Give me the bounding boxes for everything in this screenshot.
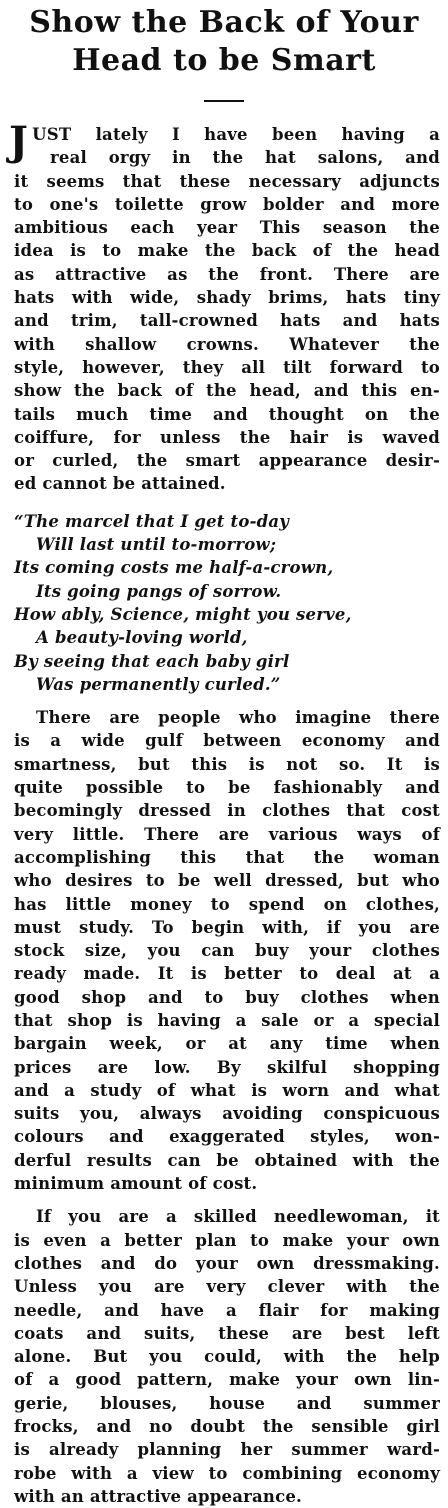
paragraph-1-line: show the back of the head, and this en- (14, 381, 440, 401)
paragraph-3-line: of a good pattern, make your own lin- (14, 1370, 440, 1390)
paragraph-3-line: is already planning her summer ward- (14, 1440, 440, 1460)
paragraph-2-line: smartness, but this is not so. It is (14, 754, 440, 774)
poem-line: Its going pangs of sorrow. (36, 581, 282, 601)
drop-cap: J (9, 118, 29, 165)
paragraph-1-line: tails much time and thought on the (14, 404, 440, 424)
paragraph-2-line: that shop is having a sale or a special (14, 1010, 440, 1030)
paragraph-3-line: gerie, blouses, house and summer (14, 1393, 440, 1413)
paragraph-2-line: There are people who imagine there (36, 708, 440, 728)
paragraph-2-line: and a study of what is worn and what (14, 1080, 440, 1100)
paragraph-1 (9, 118, 440, 496)
paragraph-2-line: who desires to be well dressed, but who (14, 871, 440, 891)
paragraph-1-line: as attractive as the front. There are (14, 264, 440, 284)
paragraph-2-line: is a wide gulf between economy and (14, 731, 440, 751)
paragraph-1-line: ed cannot be attained. (14, 474, 226, 494)
poem-line: By seeing that each baby girl (14, 651, 290, 671)
paragraph-1-line: idea is to make the back of the head (14, 241, 440, 261)
paragraph-3-line: robe with a view to combining economy (14, 1463, 440, 1483)
poem-line: A beauty-loving world, (36, 628, 248, 648)
paragraph-1-line: or curled, the smart appearance desir- (14, 451, 440, 471)
paragraph-2-line: accomplishing this that the woman (14, 847, 440, 867)
paragraph-1-line: style, however, they all tilt forward to (14, 357, 440, 377)
paragraph-2-line: stock size, you can buy your clothes (14, 941, 440, 961)
paragraph-3-line: coats and suits, these are best left (14, 1323, 440, 1343)
paragraph-2-line: minimum amount of cost. (14, 1174, 258, 1194)
paragraph-3-line: is even a better plan to make your own (14, 1230, 440, 1250)
article-body (0, 118, 448, 1508)
paragraph-3-line: If you are a skilled needlewoman, it (36, 1207, 440, 1227)
paragraph-2-line: good shop and to buy clothes when (14, 987, 440, 1007)
paragraph-1-line: ambitious each year This season the (14, 218, 440, 238)
paragraph-1-line: to one's toilette grow bolder and more (14, 194, 440, 214)
paragraph-1-line: hats with wide, shady brims, hats tiny (14, 288, 440, 308)
paragraph-2-line: ready made. It is better to deal at a (14, 964, 440, 984)
paragraph-1-line: real orgy in the hat salons, and (50, 148, 440, 168)
paragraph-3-line: with an attractive appearance. (14, 1486, 302, 1506)
paragraph-2 (14, 706, 440, 1195)
paragraph-1-line: it seems that these necessary adjuncts (14, 171, 440, 191)
headline-divider-rule (204, 100, 244, 102)
paragraph-2-line: prices are low. By skilful shopping (14, 1057, 440, 1077)
paragraph-3-line: frocks, and no doubt the sensible girl (14, 1417, 440, 1437)
paragraph-1-line: with shallow crowns. Whatever the (14, 334, 440, 354)
paragraph-1-line: and trim, tall-crowned hats and hats (14, 311, 440, 331)
poem-line: Will last until to-morrow; (36, 535, 277, 555)
paragraph-3-line: alone. But you could, with the help (14, 1347, 440, 1367)
paragraph-2-line: bargain week, or at any time when (14, 1034, 440, 1054)
poem-line: Was permanently curled.” (36, 674, 281, 694)
paragraph-2-line: must study. To begin with, if you are (14, 917, 440, 937)
headline (0, 0, 448, 80)
paragraph-2-line: becomingly dressed in clothes that cost (14, 801, 440, 821)
headline-line-1: Show the Back of Your (29, 5, 419, 40)
headline-line-2: Head to be Smart (72, 43, 376, 78)
paragraph-3-line: needle, and have a flair for making (14, 1300, 440, 1320)
paragraph-2-line: has little money to spend on clothes, (14, 894, 440, 914)
poem-verse (14, 510, 440, 696)
paragraph-2-line: quite possible to be fashionably and (14, 778, 440, 798)
paragraph-2-line: derful results can be obtained with the (14, 1150, 440, 1170)
paragraph-1-line: UST lately I have been having a (32, 125, 440, 144)
paragraph-3 (14, 1205, 440, 1508)
poem-line: How ably, Science, might you serve, (14, 604, 352, 624)
poem-line: “The marcel that I get to-day (14, 511, 290, 531)
paragraph-2-line: colours and exaggerated styles, won- (14, 1127, 440, 1147)
paragraph-3-line: clothes and do your own dressmaking. (14, 1253, 440, 1273)
poem-line: Its coming costs me half-a-crown, (14, 558, 334, 578)
paragraph-3-line: Unless you are very clever with the (14, 1277, 440, 1297)
paragraph-2-line: very little. There are various ways of (14, 824, 440, 844)
paragraph-1-line: coiffure, for unless the hair is waved (14, 427, 440, 447)
paragraph-2-line: suits you, always avoiding conspicuous (14, 1104, 440, 1124)
